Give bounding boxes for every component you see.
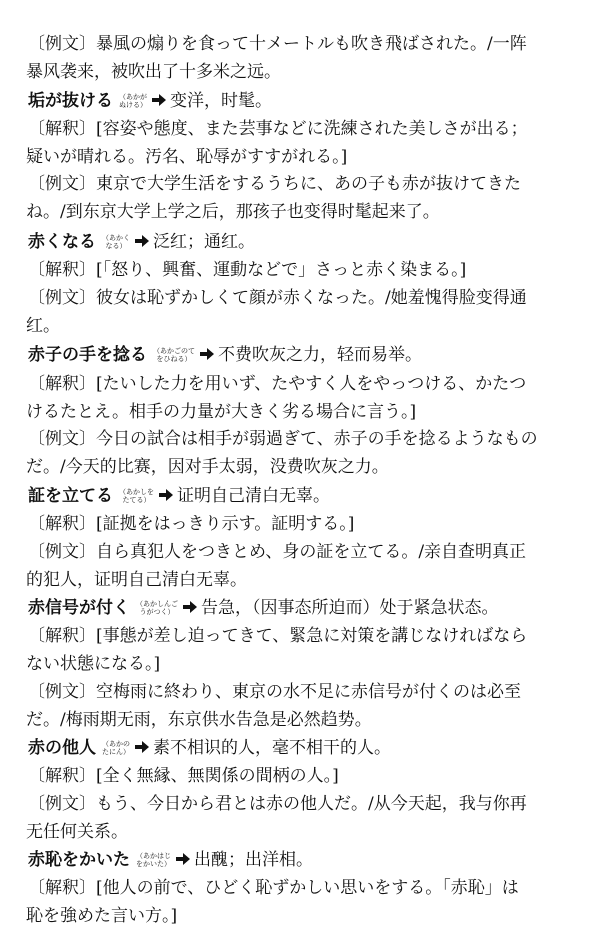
entry-headword: 赤信号が付く xyxy=(28,598,130,618)
example-line: 暴风袭来，被吹出了十多米之远。 xyxy=(26,62,281,82)
arrow-right-icon xyxy=(182,600,198,614)
entry-translation: 证明自己清白无辜。 xyxy=(177,486,330,506)
example-line: 无任何关系。 xyxy=(26,822,128,842)
entry-headword: 赤の他人 xyxy=(28,738,96,758)
example-line: 红。 xyxy=(26,316,60,336)
entry-translation: 素不相识的人，毫不相干的人。 xyxy=(153,738,391,758)
definition-line: 〔解釈〕[証拠をはっきり示す。証明する。] xyxy=(28,514,355,534)
arrow-right-icon xyxy=(151,93,167,107)
entry-translation: 泛红；通红。 xyxy=(153,232,255,252)
entry-translation: 变洋，时髦。 xyxy=(170,91,272,111)
definition-line: ない状態になる。] xyxy=(26,654,161,674)
entry-headword: 証を立てる xyxy=(28,486,113,506)
entry-headword: 赤くなる xyxy=(28,232,96,252)
example-line: だ。/梅雨期无雨，东京供水告急是必然趋势。 xyxy=(26,710,372,730)
entry-translation: 告急，（因事态所迫而）处于紧急状态。 xyxy=(201,598,499,618)
example-line: 〔例文〕暴風の煽りを食って十メートルも吹き飛ばされた。/一阵 xyxy=(28,34,527,54)
entry-heading xyxy=(28,734,588,762)
entry-heading xyxy=(28,594,588,622)
example-line: ね。/到东京大学上学之后，那孩子也变得时髦起来了。 xyxy=(26,202,440,222)
definition-line: けるたとえ。相手の力量が大きく劣る場合に言う。] xyxy=(26,402,417,422)
arrow-right-icon xyxy=(175,852,191,866)
entry-heading xyxy=(28,341,588,369)
definition-line: 〔解釈〕[たいした力を用いず、たやすく人をやっつける、かたつ xyxy=(28,374,527,394)
entry-reading: （あかく なる） xyxy=(102,233,130,250)
entry-reading: （あかしんご うがつく） xyxy=(136,599,178,616)
entry-reading: （あかの たにん） xyxy=(102,739,130,756)
entry-heading xyxy=(28,87,588,115)
entry-reading: （あかしを たてる） xyxy=(119,487,154,504)
example-line: 的犯人，证明自己清白无辜。 xyxy=(26,570,247,590)
example-line: 〔例文〕空梅雨に終わり、東京の水不足に赤信号が付くのは必至 xyxy=(28,682,521,702)
entry-heading xyxy=(28,482,588,510)
example-line: 〔例文〕もう、今日から君とは赤の他人だ。/从今天起，我与你再 xyxy=(28,794,527,814)
example-line: 〔例文〕彼女は恥ずかしくて顔が赤くなった。/她羞愧得脸变得通 xyxy=(28,288,527,308)
definition-line: 〔解釈〕[「怒り、興奮、運動などで」さっと赤く染まる。] xyxy=(28,260,467,280)
entry-headword: 垢が抜ける xyxy=(28,91,113,111)
definition-line: 〔解釈〕[事態が差し迫ってきて、緊急に対策を講じなければなら xyxy=(28,626,528,646)
definition-line: 〔解釈〕[他人の前で、ひどく恥ずかしい思いをする。「赤恥」は xyxy=(28,878,519,898)
example-line: 〔例文〕自ら真犯人をつきとめ、身の証を立てる。/亲自查明真正 xyxy=(28,542,527,562)
entry-reading: （あかごのて をひねる） xyxy=(153,346,195,363)
entry-reading: （あかはじ をかいた） xyxy=(136,851,171,868)
example-line: 〔例文〕東京で大学生活をするうちに、あの子も赤が抜けてきた xyxy=(28,174,521,194)
arrow-right-icon xyxy=(158,488,174,502)
definition-line: 〔解釈〕[容姿や態度、また芸事などに洗練された美しさが出る； xyxy=(28,119,528,139)
entry-heading xyxy=(28,228,588,256)
example-line: だ。/今天的比赛，因对手太弱，没费吹灰之力。 xyxy=(26,457,389,477)
arrow-right-icon xyxy=(199,347,215,361)
entry-headword: 赤恥をかいた xyxy=(28,850,130,870)
entry-translation: 不费吹灰之力，轻而易举。 xyxy=(218,345,422,365)
entry-translation: 出醜；出洋相。 xyxy=(194,850,313,870)
arrow-right-icon xyxy=(134,234,150,248)
entry-heading xyxy=(28,846,588,874)
definition-line: 疑いが晴れる。汚名、恥辱がすすがれる。] xyxy=(26,147,348,167)
definition-line: 〔解釈〕[全く無縁、無関係の間柄の人。] xyxy=(28,766,339,786)
example-line: 〔例文〕今日の試合は相手が弱過ぎて、赤子の手を捻るようなもの xyxy=(28,429,538,449)
arrow-right-icon xyxy=(134,740,150,754)
definition-line: 恥を強めた言い方。] xyxy=(26,906,178,926)
entry-reading: （あかが ぬける） xyxy=(119,92,147,109)
entry-headword: 赤子の手を捻る xyxy=(28,345,147,365)
